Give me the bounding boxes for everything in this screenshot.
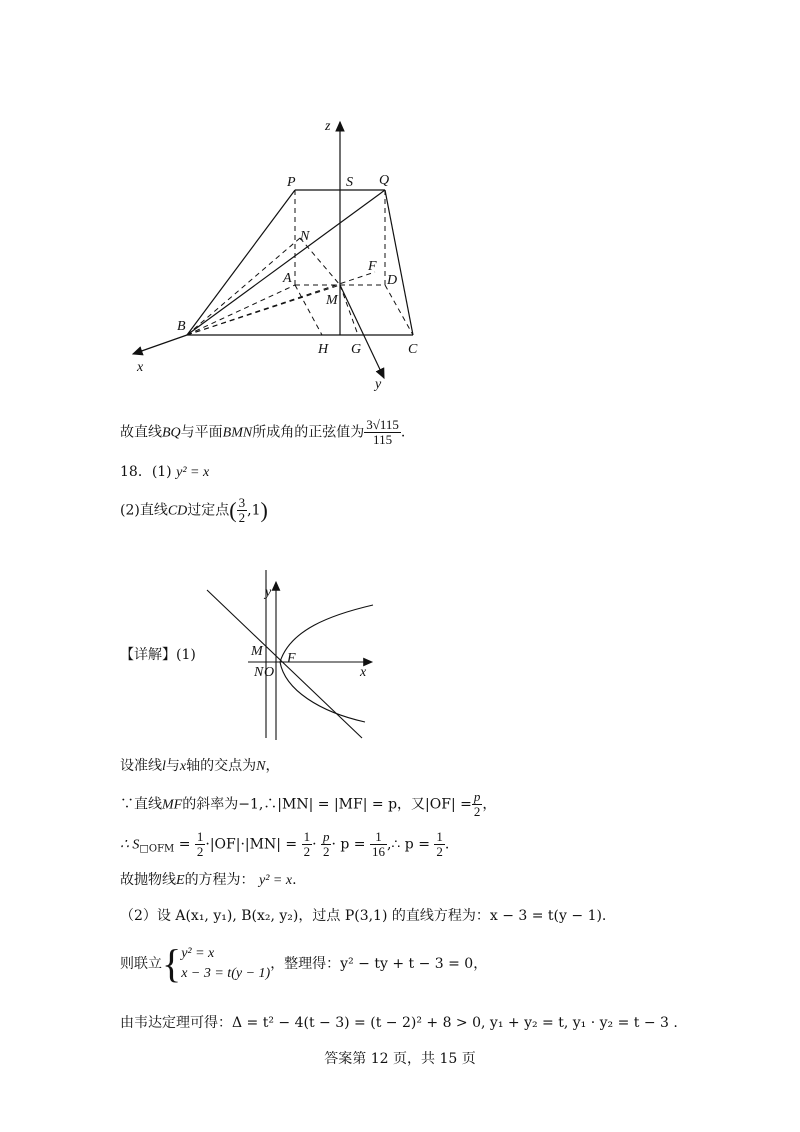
- parabola-figure: [200, 565, 385, 750]
- detail-label: 【详解】(1): [120, 647, 196, 663]
- label-y2: y: [265, 585, 272, 600]
- label-M2: M: [251, 644, 263, 659]
- label-x2: x: [360, 665, 367, 680]
- label-N2: N: [254, 665, 264, 680]
- edge-DC: [385, 285, 413, 335]
- edge-BM: [187, 285, 340, 335]
- x-axis: [133, 335, 187, 354]
- label-C: C: [408, 342, 418, 357]
- label-z: z: [325, 119, 331, 134]
- edge-QC: [385, 190, 413, 335]
- label-A: A: [283, 271, 292, 286]
- label-y: y: [375, 377, 382, 392]
- edge-BA: [187, 285, 295, 335]
- label-x: x: [137, 360, 144, 375]
- label-G: G: [351, 342, 362, 357]
- label-M: M: [326, 293, 338, 308]
- label-Q: Q: [379, 173, 390, 188]
- q18-part2: (2)直线CD过定点( $\frac{3}{2}$ ,1): [120, 495, 268, 525]
- edge-NM: [300, 238, 340, 285]
- label-S: S: [346, 175, 353, 190]
- parabola-equation: 故抛物线E的方程为： y² = x.: [120, 872, 297, 888]
- sine-answer: 故直线BQ与平面BMN所成角的正弦值为 $\frac{3√115}{115}$ .: [120, 417, 406, 447]
- q18-part1: 18．(1) y² = x: [120, 464, 210, 480]
- vieta-line: 由韦达定理可得：Δ = t² − 4(t − 3) = (t − 2)² + 8 > 0, y₁ + y₂ = t, y₁ · y₂ = t − 3 .: [120, 1015, 678, 1031]
- system-line: 则联立{y² = x x − 3 = t(y − 1)，整理得：y² − ty + t − 3 = 0，: [120, 941, 488, 986]
- label-B: B: [177, 319, 186, 334]
- directrix-line: 设准线l与x轴的交点为N，: [120, 758, 280, 774]
- label-D: D: [387, 273, 398, 288]
- slope-line: ∵直线MF的斜率为−1,∴|MN| = |MF| = p，又|OF| = $\frac{p}{2}$ ，: [120, 789, 497, 819]
- label-F: F: [368, 259, 377, 274]
- edge-MG: [340, 285, 358, 335]
- label-O2: O: [264, 665, 275, 680]
- setup-line: （2）设 A(x₁, y₁), B(x₂, y₂)，过点 P(3,1) 的直线方程为：x − 3 = t(y − 1).: [120, 908, 607, 924]
- edge-BN: [187, 238, 300, 335]
- label-H: H: [318, 342, 329, 357]
- area-line: ∴ $S_{□OFM}$ = $\frac{1}{2}$ ·|OF|·|MN| = $\frac{1}{2}$ · $\frac{p}{2}$ · p = $\frac{1}{16}$ ,∴ p = $\frac{1}{2}$ .: [120, 829, 450, 859]
- label-P: P: [287, 175, 296, 190]
- y-axis: [340, 285, 384, 378]
- page-footer: 答案第 12 页，共 15 页: [324, 1051, 476, 1067]
- label-N: N: [300, 229, 310, 244]
- solid-figure: [120, 110, 420, 395]
- edge-BQ: [187, 190, 385, 335]
- edge-BP: [187, 190, 295, 335]
- line-MF: [207, 590, 362, 738]
- label-F2: F: [287, 651, 296, 666]
